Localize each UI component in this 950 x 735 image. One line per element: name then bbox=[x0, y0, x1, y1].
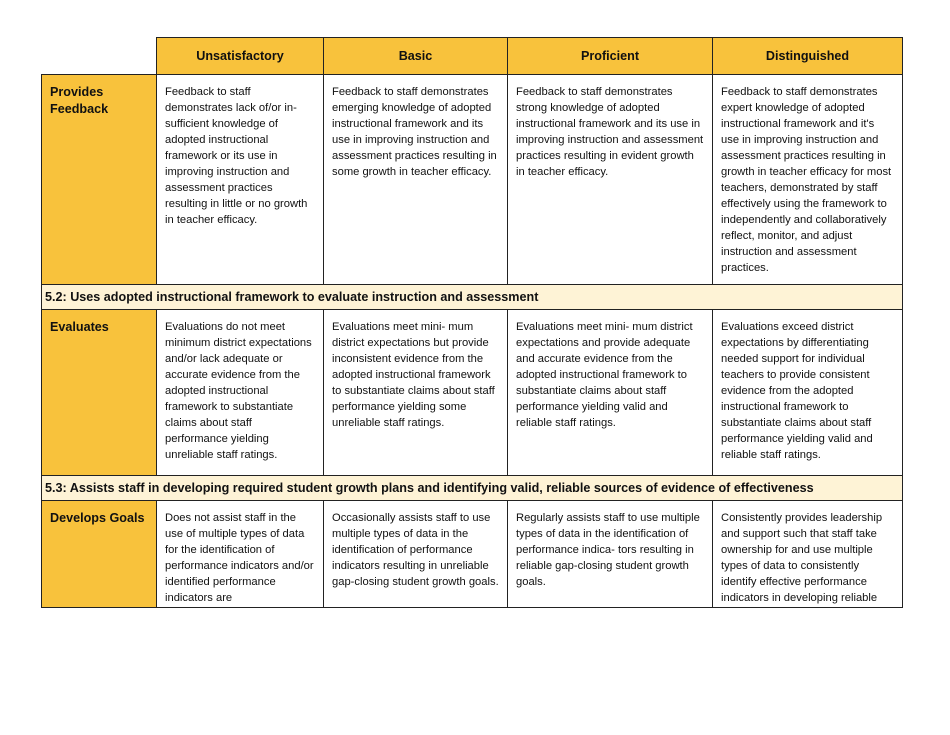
cell-proficient: Regularly assists staff to use multiple types of data in the identification of performance indica- tors resulting in reliable gap-closing student growth goals. bbox=[508, 501, 713, 608]
cell-distinguished: Evaluations exceed district expectations by differentiating needed support for individual teachers to provide consistent evidence from the adopted instructional framework to substantiate claims about staff performance yielding valid and reliable staff ratings. bbox=[713, 310, 903, 476]
table-row bbox=[42, 310, 903, 476]
level-basic: Basic bbox=[324, 38, 508, 75]
section-band bbox=[42, 476, 903, 501]
cell-unsatisfactory: Feedback to staff demonstrates lack of/or in- sufficient knowledge of adopted instructional framework or its use in improving instruction and assessment practices resulting in little or no growth in teacher efficacy. bbox=[157, 75, 324, 285]
level-unsatisfactory: Unsatisfactory bbox=[157, 38, 324, 75]
section-band bbox=[42, 285, 903, 310]
cell-distinguished: Consistently provides leadership and support such that staff take ownership for and use multiple types of data to consistently identify effective performance indicators in developing reliable bbox=[713, 501, 903, 608]
section-heading-5-2: 5.2: Uses adopted instructional framework to evaluate instruction and assessment bbox=[42, 285, 903, 310]
row-label-develops-goals: Develops Goals bbox=[42, 501, 157, 608]
table-row bbox=[42, 501, 903, 608]
level-proficient: Proficient bbox=[508, 38, 713, 75]
cell-basic: Occasionally assists staff to use multiple types of data in the identification of performance indicators resulting in unreliable gap-closing student growth goals. bbox=[324, 501, 508, 608]
row-label-provides-feedback: Provides Feedback bbox=[42, 75, 157, 285]
cell-unsatisfactory: Does not assist staff in the use of multiple types of data for the identification of performance indicators and/or identified performance indicators are bbox=[157, 501, 324, 608]
table-row bbox=[42, 75, 903, 285]
rubric-table bbox=[41, 37, 903, 608]
corner-blank bbox=[42, 38, 157, 75]
cell-unsatisfactory: Evaluations do not meet minimum district expectations and/or lack adequate or accurate evidence from the adopted instructional framework to substantiate claims about staff performance yielding unreliable staff ratings. bbox=[157, 310, 324, 476]
cell-basic: Evaluations meet mini- mum district expectations but provide inconsistent evidence from the adopted instructional framework to substantiate claims about staff performance yielding some unreliable staff ratings. bbox=[324, 310, 508, 476]
section-heading-5-3: 5.3: Assists staff in developing required student growth plans and identifying valid, reliable sources of evidence of effectiveness bbox=[42, 476, 903, 501]
cell-distinguished: Feedback to staff demonstrates expert knowledge of adopted instructional framework and it's use in improving instruction and assessment practices resulting in growth in teacher efficacy for most teachers, demonstrated by staff effectively using the framework to independently and collaboratively reflect, monitor, and adjust instruction and assessment practices. bbox=[713, 75, 903, 285]
cell-basic: Feedback to staff demonstrates emerging knowledge of adopted instructional framework and its use in improving instruction and assessment practices resulting in some growth in teacher efficacy. bbox=[324, 75, 508, 285]
row-label-evaluates: Evaluates bbox=[42, 310, 157, 476]
header-row bbox=[42, 38, 903, 75]
cell-proficient: Feedback to staff demonstrates strong knowledge of adopted instructional framework and its use in improving instruction and assessment practices resulting in evident growth in teacher efficacy. bbox=[508, 75, 713, 285]
level-distinguished: Distinguished bbox=[713, 38, 903, 75]
cell-proficient: Evaluations meet mini- mum district expectations and provide adequate and accurate evidence from the adopted instructional framework to substantiate claims about staff performance yielding valid and reliable staff ratings. bbox=[508, 310, 713, 476]
